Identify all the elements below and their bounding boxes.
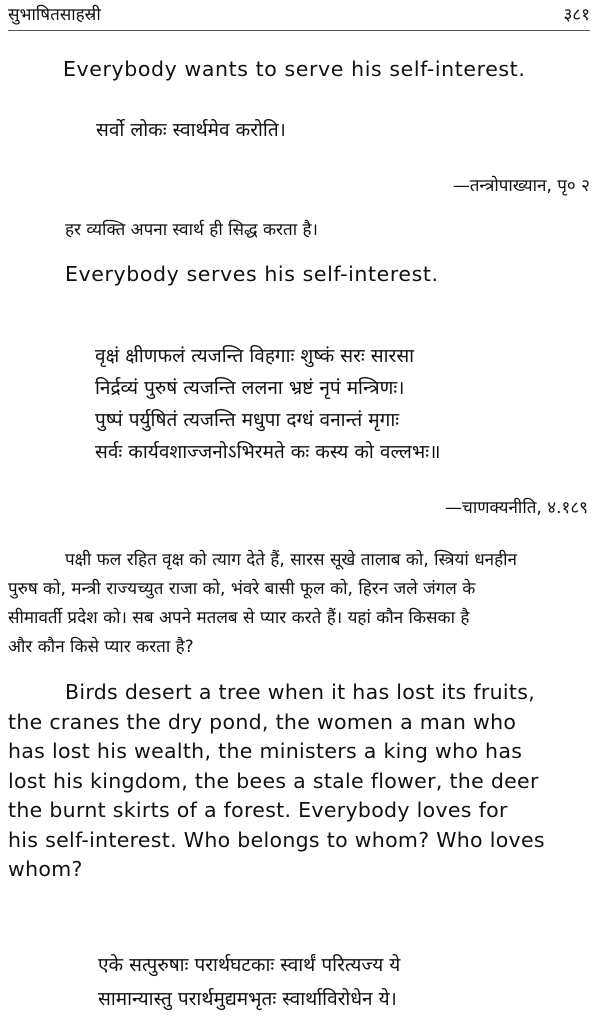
page-number: ३८१ xyxy=(563,5,590,25)
paragraph-line: और कौन किसे प्यार करता है? xyxy=(8,637,194,657)
verse-line: सामान्यास्तु परार्थमुद्यमभृतः स्वार्थाविरोधेन ये। xyxy=(98,988,397,1010)
paragraph-line: पुरुष को, मन्त्री राज्यच्युत राजा को, भंवरे बासी फूल को, हिरन जले जंगल के xyxy=(8,579,476,599)
hindi-translation xyxy=(8,546,590,662)
sanskrit-verse xyxy=(95,340,545,468)
paragraph-line: सीमावर्ती प्रदेश को। सब अपने मतलब से प्यार करते हैं। यहां कौन किसका है xyxy=(8,608,470,628)
paragraph-line: whom? xyxy=(8,857,83,881)
paragraph-line: has lost his wealth, the ministers a king who has xyxy=(8,739,523,763)
paragraph-line: lost his kingdom, the bees a stale flower, the deer xyxy=(8,768,539,793)
quote-sanskrit: सर्वो लोकः स्वार्थमेव करोति। xyxy=(96,119,286,141)
quote-source: —तन्त्रोपाख्यान, पृ० २ xyxy=(452,176,590,196)
paragraph-line: Birds desert a tree when it has lost its fruits, xyxy=(65,680,536,704)
paragraph-line: the burnt skirts of a forest. Everybody loves for xyxy=(8,798,508,822)
verse-source: —चाणक्यनीति, ४.१८९ xyxy=(445,498,588,518)
verse-line: एके सत्पुरुषाः परार्थघटकाः स्वार्थं परित्यज्य ये xyxy=(98,954,401,976)
verse-line: निर्द्रव्यं पुरुषं त्यजन्ति ललना भ्रष्टं नृपं मन्त्रिणः। xyxy=(95,377,405,399)
sanskrit-verse-2 xyxy=(98,948,578,1016)
verse-line: पुष्पं पर्युषितं त्यजन्ति मधुपा दग्धं वनान्तं मृगाः xyxy=(95,409,400,431)
quote-english-alt: Everybody serves his self-interest. xyxy=(65,262,439,286)
english-translation xyxy=(8,678,590,885)
paragraph-line: the cranes the dry pond, the women a man who xyxy=(8,709,517,734)
page-header xyxy=(8,4,590,26)
quote-english: Everybody wants to serve his self-interest. xyxy=(63,57,526,81)
paragraph-line: पक्षी फल रहित वृक्ष को त्याग देते हैं, सारस सूखे तालाब को, स्त्रियां धनहीन xyxy=(65,550,517,570)
paragraph-line: his self-interest. Who belongs to whom? Who loves xyxy=(8,827,545,852)
book-title: सुभाषितसाहस्री xyxy=(8,5,101,25)
verse-line: वृक्षं क्षीणफलं त्यजन्ति विहगाः शुष्कं सरः सारसा xyxy=(95,345,415,367)
verse-line: सर्वः कार्यवशाज्जनोऽभिरमते कः कस्य को वल्लभः॥ xyxy=(95,441,441,463)
header-rule xyxy=(8,30,590,31)
quote-hindi: हर व्यक्ति अपना स्वार्थ ही सिद्ध करता है। xyxy=(65,220,318,240)
